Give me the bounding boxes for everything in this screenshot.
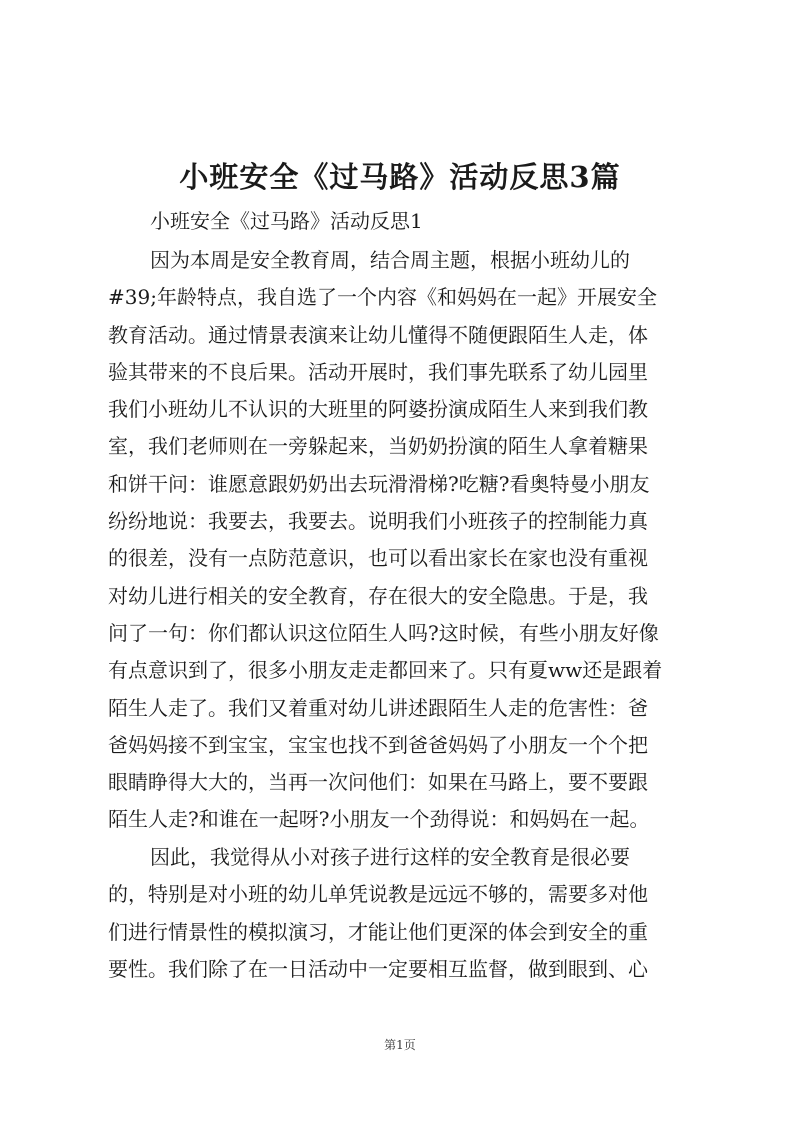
document-title: 小班安全《过马路》活动反思3篇 (179, 160, 621, 194)
section-heading: 小班安全《过马路》活动反思1 (150, 209, 423, 233)
page-number: 第1页 (384, 1038, 416, 1052)
paragraph-line: 我们小班幼儿不认识的大班里的阿婆扮演成陌生人来到我们教 (108, 397, 648, 422)
paragraph-line: 对幼儿进行相关的安全教育，存在很大的安全隐患。于是，我 (108, 583, 648, 608)
paragraph-line: 有点意识到了，很多小朋友走走都回来了。只有夏ww还是跟着 (108, 658, 663, 683)
paragraph-line: 爸妈妈接不到宝宝，宝宝也找不到爸爸妈妈了小朋友一个个把 (108, 732, 648, 757)
paragraph-line: 陌生人走了。我们又着重对幼儿讲述跟陌生人走的危害性：爸 (108, 695, 648, 720)
paragraph-line: 要性。我们除了在一日活动中一定要相互监督，做到眼到、心 (108, 956, 648, 981)
paragraph-line: 问了一句：你们都认识这位陌生人吗?这时候，有些小朋友好像 (108, 620, 659, 645)
paragraph-line: 验其带来的不良后果。活动开展时，我们事先联系了幼儿园里 (108, 359, 648, 384)
paragraph-line: 的很差，没有一点防范意识，也可以看出家长在家也没有重视 (108, 546, 648, 571)
paragraph-line: 因为本周是安全教育周，结合周主题，根据小班幼儿的 (150, 248, 630, 272)
paragraph-line: #39;年龄特点，我自选了一个内容《和妈妈在一起》开展安全 (108, 285, 657, 310)
paragraph-line: 因此，我觉得从小对孩子进行这样的安全教育是很必要 (150, 845, 630, 869)
paragraph-line: 教育活动。通过情景表演来让幼儿懂得不随便跟陌生人走，体 (108, 322, 648, 347)
paragraph-line: 们进行情景性的模拟演习，才能让他们更深的体会到安全的重 (108, 919, 648, 944)
paragraph-line: 纷纷地说：我要去，我要去。说明我们小班孩子的控制能力真 (108, 509, 648, 534)
paragraph-line: 眼睛睁得大大的，当再一次问他们：如果在马路上，要不要跟 (108, 770, 648, 795)
paragraph-line: 和饼干问：谁愿意跟奶奶出去玩滑滑梯?吃糖?看奥特曼小朋友 (108, 471, 650, 496)
paragraph-line: 的，特别是对小班的幼儿单凭说教是远远不够的，需要多对他 (108, 882, 648, 907)
paragraph-line: 室，我们老师则在一旁躲起来，当奶奶扮演的陌生人拿着糖果 (108, 434, 648, 459)
paragraph-1 (108, 242, 698, 839)
paragraph-line: 陌生人走?和谁在一起呀?小朋友一个劲得说：和妈妈在一起。 (108, 807, 650, 832)
paragraph-2 (108, 839, 698, 988)
